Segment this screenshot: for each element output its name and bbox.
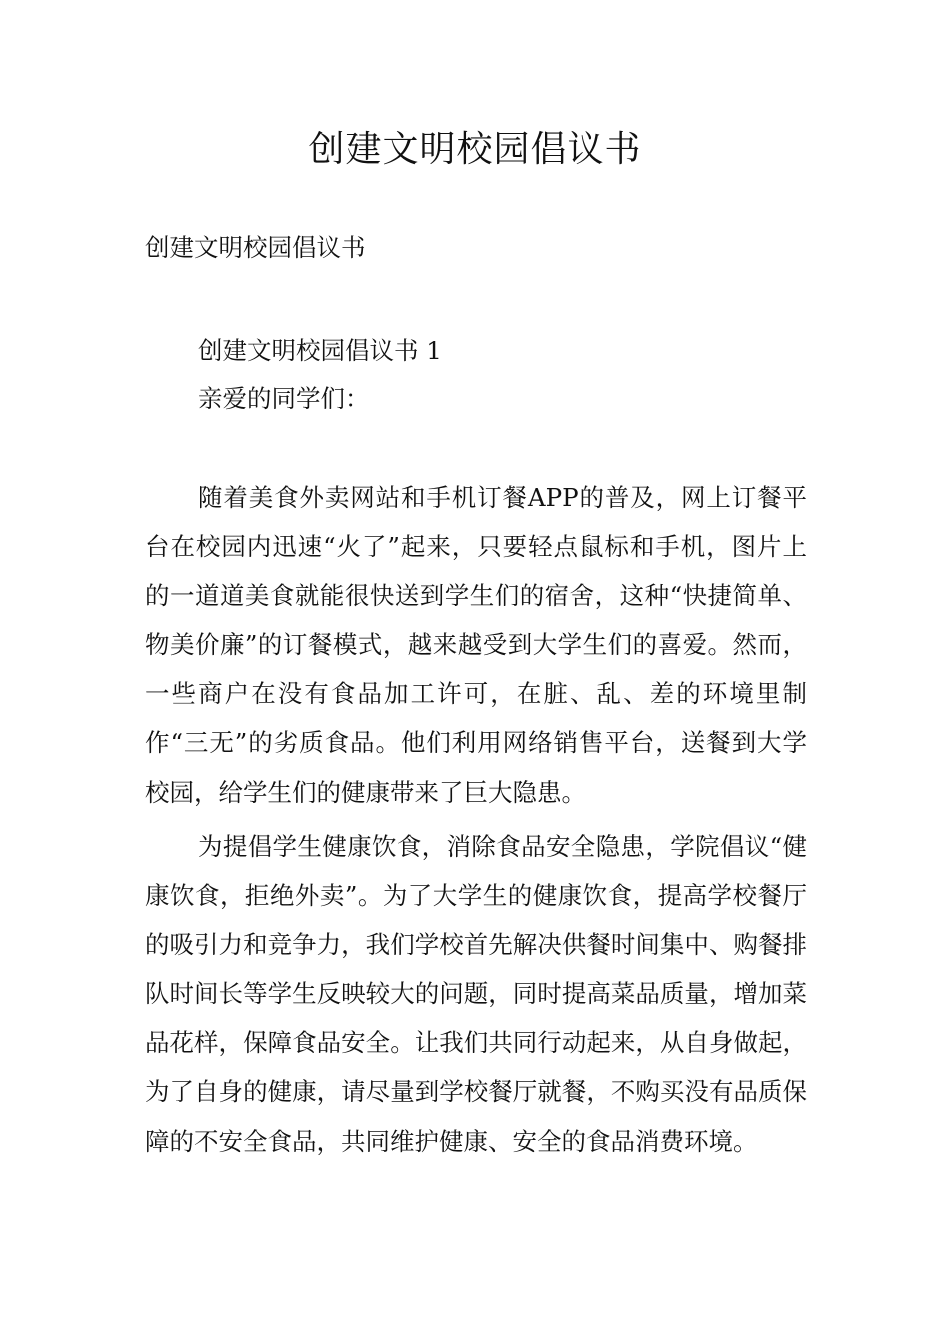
document-subtitle: 创建文明校园倡议书 [145, 233, 366, 262]
section-heading: 创建文明校园倡议书 1 [198, 336, 442, 365]
salutation: 亲爱的同学们： [198, 384, 370, 413]
body-paragraph-1: 随着美食外卖网站和手机订餐APP的普及，网上订餐平台在校园内迅速“火了”起来，只要轻点鼠标和手机，图片上的一道道美食就能很快送到学生们的宿舍，这种“快捷简单、物美价廉”的订餐模式，越来越受到大学生们的喜爱。然而，一些商户在没有食品加工许可，在脏、乱、差的环境里制作“三无”的劣质食品。他们利用网络销售平台，送餐到大学校园，给学生们的健康带来了巨大隐患。 [145, 483, 807, 807]
page-title: 创建文明校园倡议书 [308, 129, 642, 170]
body-paragraph-2: 为提倡学生健康饮食，消除食品安全隐患，学院倡议“健康饮食，拒绝外卖”。为了大学生的健康饮食，提高学校餐厅的吸引力和竞争力，我们学校首先解决供餐时间集中、购餐排队时间长等学生反映较大的问题，同时提高菜品质量，增加菜品花样，保障食品安全。让我们共同行动起来，从自身做起，为了自身的健康，请尽量到学校餐厅就餐，不购买没有品质保障的不安全食品，共同维护健康、安全的食品消费环境。 [145, 832, 807, 1156]
